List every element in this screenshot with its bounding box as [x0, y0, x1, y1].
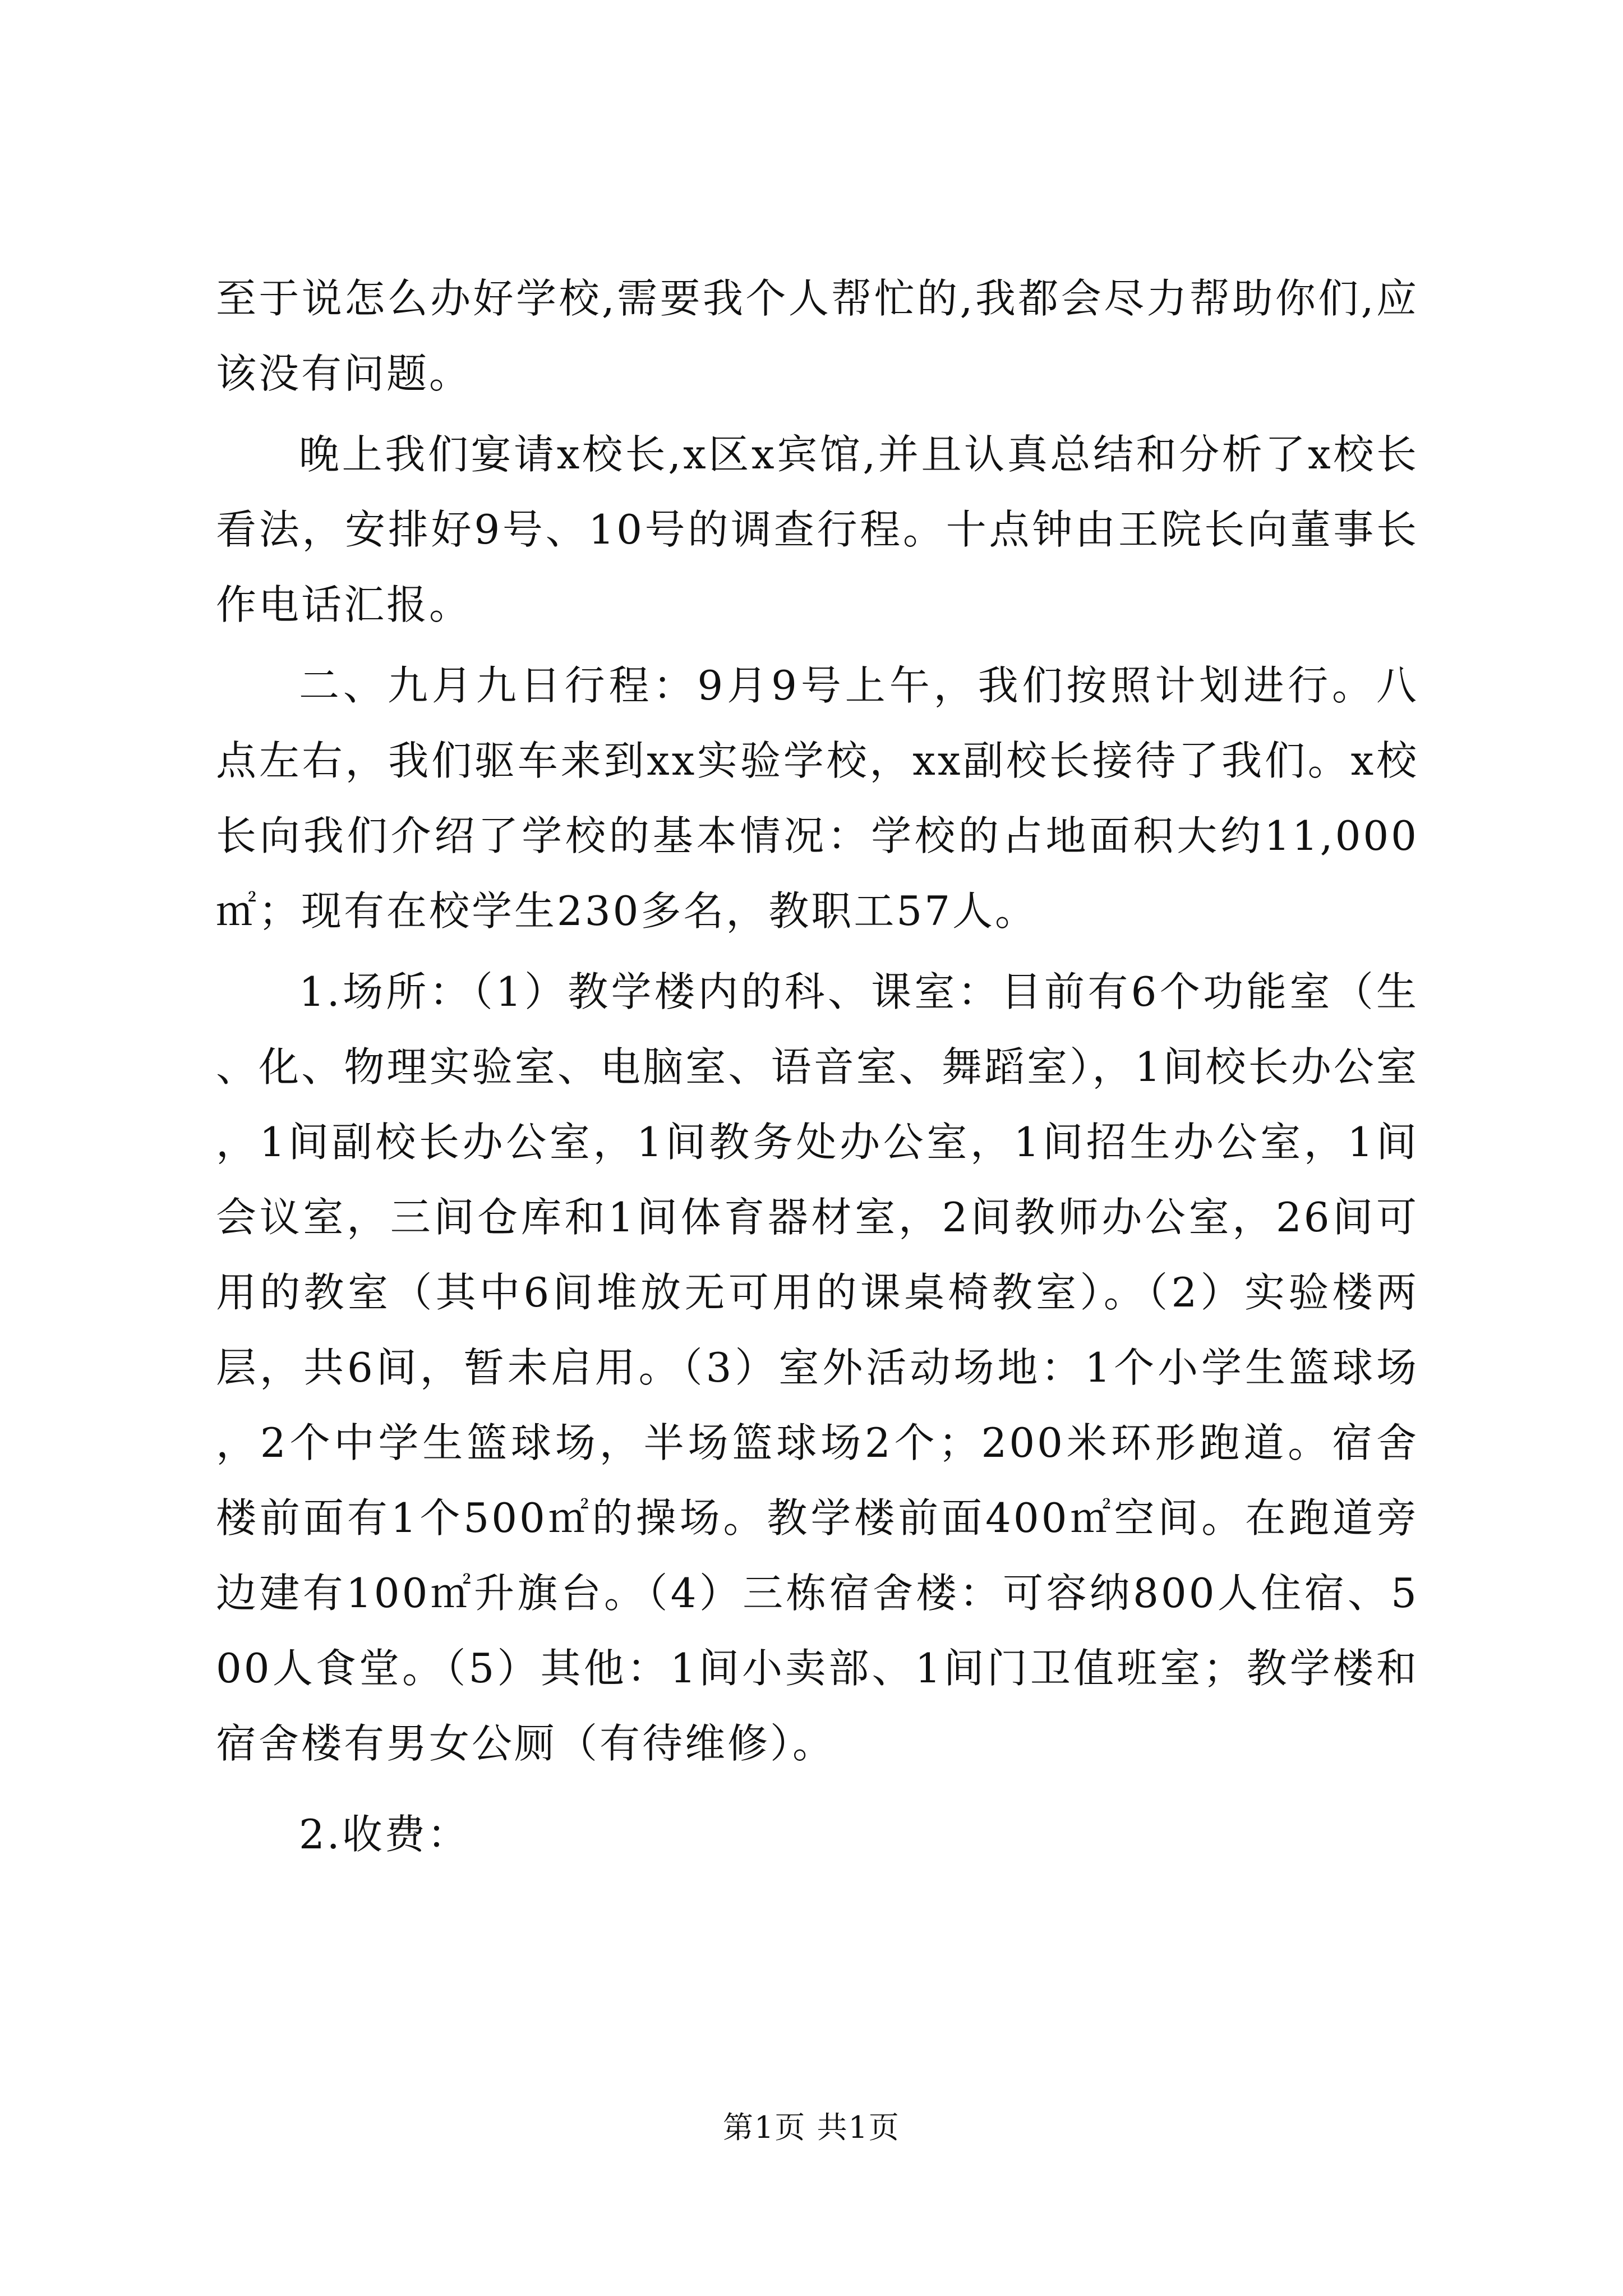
document-body: [216, 261, 1419, 1872]
paragraph-5: 2.收费：: [299, 1811, 470, 1858]
paragraph-4: 1.场所：（1）教学楼内的科、课室：目前有6个功能室（生、化、物理实验室、电脑室、语音室、舞蹈室），1间校长办公室，1间副校长办公室，1间教务处办公室，1间招生办公室，1间会议室，三间仓库和1间体育器材室，2间教师办公室，26间可用的教室（其中6间堆放无可用的课桌椅教室）。（2）实验楼两层，共6间，暂未启用。（3）室外活动场地：1个小学生篮球场，2个中学生篮球场，半场篮球场2个；200米环形跑道。宿舍楼前面有1个500㎡的操场。教学楼前面400㎡空间。在跑道旁边建有100㎡升旗台。（4）三栋宿舍楼：可容纳800人住宿、500人食堂。（5）其他：1间小卖部、1间门卫值班室；教学楼和宿舍楼有男女公厕（有待维修）。: [216, 968, 1419, 1767]
paragraph-2: 晚上我们宴请x校长,x区x宾馆,并且认真总结和分析了x校长看法，安排好9号、10号的调查行程。十点钟由王院长向董事长作电话汇报。: [216, 431, 1419, 628]
page-footer: 第1页 共1页: [723, 2110, 900, 2145]
paragraph-1: 至于说怎么办好学校,需要我个人帮忙的,我都会尽力帮助你们,应该没有问题。: [216, 275, 1419, 397]
paragraph-3: 二、九月九日行程：9月9号上午，我们按照计划进行。八点左右，我们驱车来到xx实验学校，xx副校长接待了我们。x校长向我们介绍了学校的基本情况：学校的占地面积大约11,000㎡；现有在校学生230多名，教职工57人。: [216, 662, 1419, 935]
